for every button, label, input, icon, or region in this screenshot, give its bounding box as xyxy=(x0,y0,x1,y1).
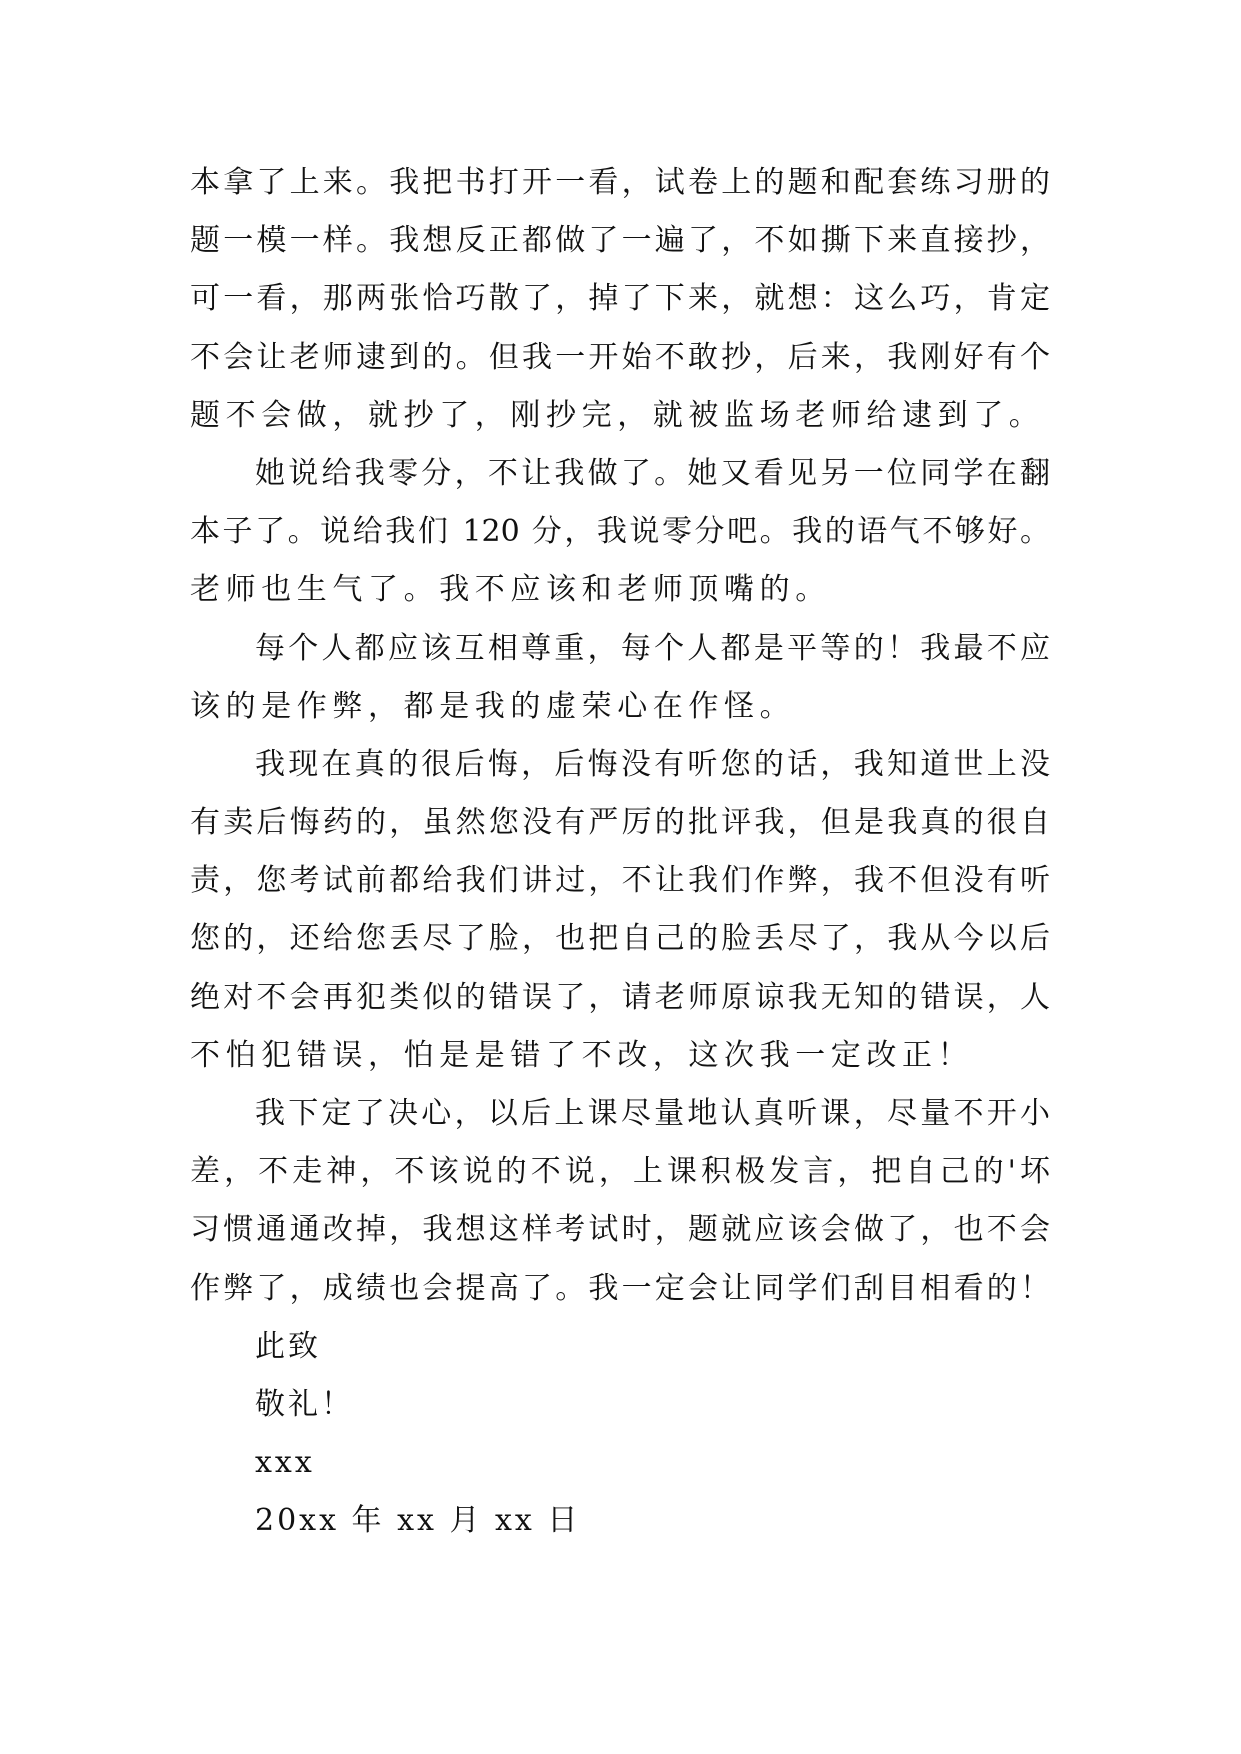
text-line: 每个人都应该互相尊重，每个人都是平等的！我最不应 xyxy=(255,630,1050,666)
text-line: 不怕犯错误，怕是是错了不改，这次我一定改正！ xyxy=(190,1037,974,1073)
closing-salutation: 此致 xyxy=(255,1328,321,1364)
text-line: 该的是作弊，都是我的虚荣心在作怪。 xyxy=(190,688,796,724)
text-line: 差，不走神，不该说的不说，上课积极发言，把自己的'坏 xyxy=(190,1154,1050,1190)
text-line: 作弊了，成绩也会提高了。我一定会让同学们刮目相看的！ xyxy=(190,1270,1050,1306)
signature-name: xxx xyxy=(255,1445,315,1481)
text-line: 本拿了上来。我把书打开一看，试卷上的题和配套练习册的 xyxy=(190,165,1050,200)
letter-body xyxy=(190,154,1050,1551)
closing-regards: 敬礼！ xyxy=(255,1386,354,1422)
text-line: 题一模一样。我想反正都做了一遍了，不如撕下来直接抄， xyxy=(190,223,1050,259)
text-line: 责，您考试前都给我们讲过，不让我们作弊，我不但没有听 xyxy=(190,863,1050,899)
text-line: 绝对不会再犯类似的错误了，请老师原谅我无知的错误，人 xyxy=(190,979,1050,1015)
text-line: 您的，还给您丢尽了脸，也把自己的脸丢尽了，我从今以后 xyxy=(190,921,1050,957)
signature-date: 20xx 年 xx 月 xx 日 xyxy=(255,1503,581,1539)
text-line: 她说给我零分，不让我做了。她又看见另一位同学在翻 xyxy=(255,455,1050,491)
text-line: 不会让老师逮到的。但我一开始不敢抄，后来，我刚好有个 xyxy=(190,339,1050,375)
text-line: 我下定了决心，以后上课尽量地认真听课，尽量不开小 xyxy=(255,1096,1050,1131)
text-line: 有卖后悔药的，虽然您没有严厉的批评我，但是我真的很自 xyxy=(190,805,1050,841)
text-line: 题不会做，就抄了，刚抄完，就被监场老师给逮到了。 xyxy=(190,397,1045,433)
text-line: 本子了。说给我们 120 分，我说零分吧。我的语气不够好。 xyxy=(190,514,1050,550)
text-line: 可一看，那两张恰巧散了，掉了下来，就想：这么巧，肯定 xyxy=(190,281,1050,317)
text-line: 我现在真的很后悔，后悔没有听您的话，我知道世上没 xyxy=(255,746,1050,782)
text-line: 习惯通通改掉，我想这样考试时，题就应该会做了，也不会 xyxy=(190,1212,1050,1248)
text-line: 老师也生气了。我不应该和老师顶嘴的。 xyxy=(190,572,831,608)
